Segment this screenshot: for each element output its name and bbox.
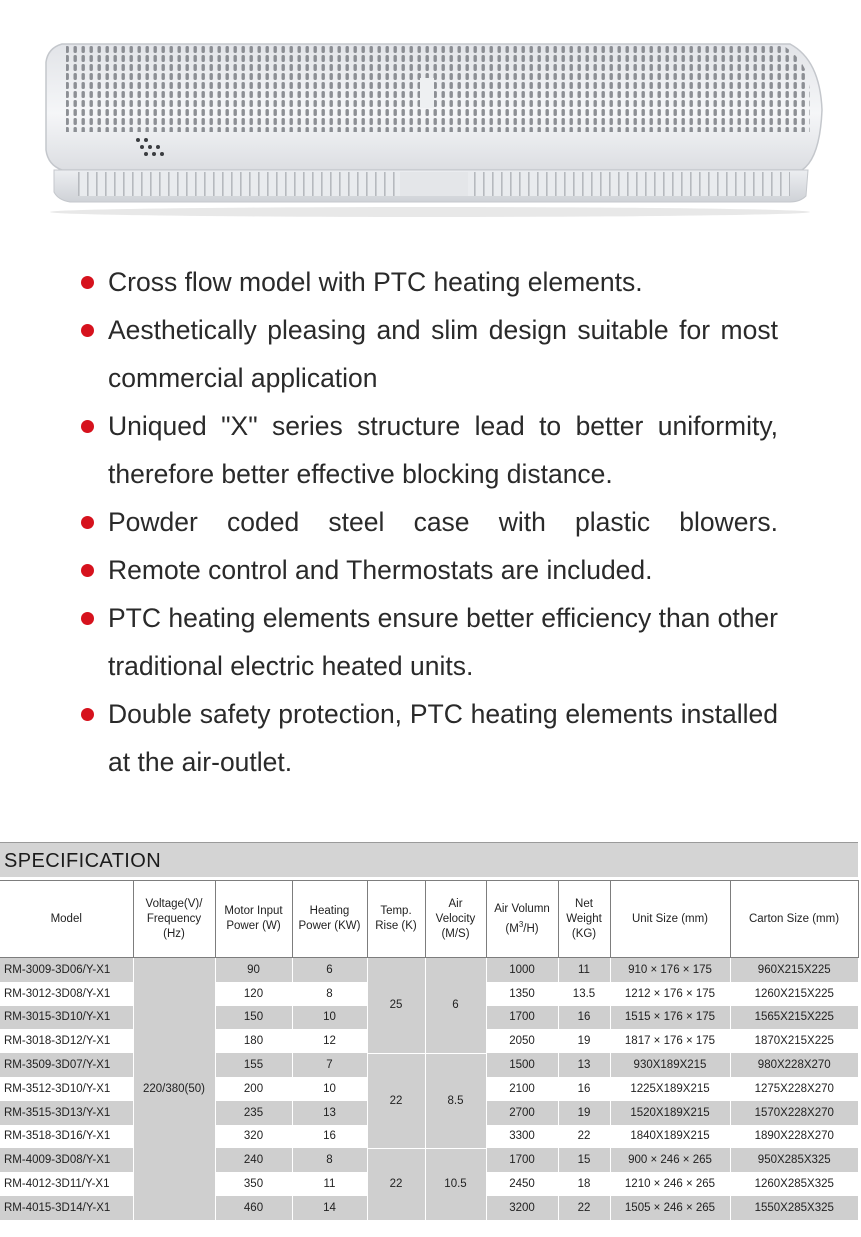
feature-text: Cross flow model with PTC heating elements.	[108, 267, 643, 297]
motor-power-cell: 320	[215, 1125, 292, 1149]
air-volume-cell: 1500	[486, 1053, 558, 1077]
header-carton-size: Carton Size (mm)	[730, 881, 858, 958]
feature-text: PTC heating elements ensure better efficiency than other traditional electric heated units.	[108, 603, 778, 681]
air-volume-cell: 3200	[486, 1196, 558, 1220]
feature-item	[78, 690, 778, 786]
feature-text: Aesthetically pleasing and slim design suitable for most commercial application	[108, 315, 778, 393]
feature-list	[78, 258, 778, 786]
net-weight-cell: 18	[558, 1172, 610, 1196]
unit-size-cell: 1225X189X215	[610, 1077, 730, 1101]
carton-size-cell: 1890X228X270	[730, 1125, 858, 1149]
motor-power-cell: 350	[215, 1172, 292, 1196]
header-air-volume: Air Volumn $(M^3/H)$	[486, 881, 558, 958]
heating-power-cell: 7	[292, 1053, 367, 1077]
net-weight-cell: 22	[558, 1125, 610, 1149]
feature-text: Uniqued "X" series structure lead to better uniformity, therefore better effective blocking distance.	[108, 411, 778, 489]
feature-text: Double safety protection, PTC heating elements installed at the air-outlet.	[108, 699, 778, 777]
unit-size-cell: 1505 × 246 × 265	[610, 1196, 730, 1220]
model-cell: RM-3009-3D06/Y-X1	[0, 958, 133, 982]
net-weight-cell: 16	[558, 1077, 610, 1101]
air-volume-cell: 2100	[486, 1077, 558, 1101]
model-cell: RM-3518-3D16/Y-X1	[0, 1125, 133, 1149]
bullet-icon	[81, 420, 94, 433]
net-weight-cell: 22	[558, 1196, 610, 1220]
model-cell: RM-3515-3D13/Y-X1	[0, 1101, 133, 1125]
heating-power-cell: 8	[292, 982, 367, 1006]
carton-size-cell: 1570X228X270	[730, 1101, 858, 1125]
model-cell: RM-3012-3D08/Y-X1	[0, 982, 133, 1006]
bullet-icon	[81, 612, 94, 625]
feature-item	[78, 546, 778, 594]
motor-power-cell: 235	[215, 1101, 292, 1125]
net-weight-cell: 15	[558, 1148, 610, 1172]
model-cell: RM-4012-3D11/Y-X1	[0, 1172, 133, 1196]
unit-size-cell: 1212 × 176 × 175	[610, 982, 730, 1006]
model-cell: RM-4015-3D14/Y-X1	[0, 1196, 133, 1220]
model-cell: RM-4009-3D08/Y-X1	[0, 1148, 133, 1172]
unit-size-cell: 1515 × 176 × 175	[610, 1006, 730, 1030]
air-volume-cell: 3300	[486, 1125, 558, 1149]
header-voltage: Voltage(V)/ Frequency (Hz)	[133, 881, 215, 958]
motor-power-cell: 150	[215, 1006, 292, 1030]
unit-size-cell: 1817 × 176 × 175	[610, 1029, 730, 1053]
carton-size-cell: 1565X215X225	[730, 1006, 858, 1030]
table-row	[0, 1148, 858, 1172]
bullet-icon	[81, 516, 94, 529]
header-model: Model	[0, 881, 133, 958]
air-volume-cell: 2700	[486, 1101, 558, 1125]
header-heating-power: Heating Power (KW)	[292, 881, 367, 958]
heating-power-cell: 8	[292, 1148, 367, 1172]
temp-rise-cell: 25	[367, 958, 425, 1054]
net-weight-cell: 13	[558, 1053, 610, 1077]
unit-size-cell: 910 × 176 × 175	[610, 958, 730, 982]
product-image	[0, 0, 861, 240]
model-cell: RM-3509-3D07/Y-X1	[0, 1053, 133, 1077]
air-volume-cell: 2450	[486, 1172, 558, 1196]
heating-power-cell: 13	[292, 1101, 367, 1125]
feature-item	[78, 258, 778, 306]
carton-size-cell: 950X285X325	[730, 1148, 858, 1172]
heating-power-cell: 16	[292, 1125, 367, 1149]
motor-power-cell: 240	[215, 1148, 292, 1172]
bullet-icon	[81, 708, 94, 721]
feature-item	[78, 594, 778, 690]
heating-power-cell: 6	[292, 958, 367, 982]
bullet-icon	[81, 276, 94, 289]
feature-text: Powder coded steel case with plastic blowers.	[108, 507, 778, 537]
model-cell: RM-3015-3D10/Y-X1	[0, 1006, 133, 1030]
net-weight-cell: 19	[558, 1101, 610, 1125]
air-volume-cell: 2050	[486, 1029, 558, 1053]
air-velocity-cell: 6	[425, 958, 486, 1054]
unit-size-cell: 1840X189X215	[610, 1125, 730, 1149]
carton-size-cell: 1260X215X225	[730, 982, 858, 1006]
model-cell: RM-3512-3D10/Y-X1	[0, 1077, 133, 1101]
table-row	[0, 1053, 858, 1077]
unit-size-cell: 1520X189X215	[610, 1101, 730, 1125]
net-weight-cell: 11	[558, 958, 610, 982]
carton-size-cell: 1550X285X325	[730, 1196, 858, 1220]
net-weight-cell: 19	[558, 1029, 610, 1053]
header-net-weight: Net Weight (KG)	[558, 881, 610, 958]
heating-power-cell: 11	[292, 1172, 367, 1196]
temp-rise-cell: 22	[367, 1148, 425, 1219]
header-air-velocity: Air Velocity (M/S)	[425, 881, 486, 958]
carton-size-cell: 980X228X270	[730, 1053, 858, 1077]
feature-text: Remote control and Thermostats are included.	[108, 555, 653, 585]
specification-table	[0, 880, 859, 1220]
header-temp-rise: Temp. Rise (K)	[367, 881, 425, 958]
bullet-icon	[81, 564, 94, 577]
carton-size-cell: 1275X228X270	[730, 1077, 858, 1101]
heating-power-cell: 12	[292, 1029, 367, 1053]
heating-power-cell: 14	[292, 1196, 367, 1220]
temp-rise-cell: 22	[367, 1053, 425, 1148]
air-volume-cell: 1000	[486, 958, 558, 982]
table-header-row	[0, 881, 858, 958]
carton-size-cell: 1870X215X225	[730, 1029, 858, 1053]
carton-size-cell: 1260X285X325	[730, 1172, 858, 1196]
header-motor-power: Motor Input Power (W)	[215, 881, 292, 958]
air-velocity-cell: 8.5	[425, 1053, 486, 1148]
feature-item	[78, 498, 778, 546]
heating-power-cell: 10	[292, 1077, 367, 1101]
motor-power-cell: 90	[215, 958, 292, 982]
model-cell: RM-3018-3D12/Y-X1	[0, 1029, 133, 1053]
motor-power-cell: 460	[215, 1196, 292, 1220]
carton-size-cell: 960X215X225	[730, 958, 858, 982]
feature-item	[78, 402, 778, 498]
motor-power-cell: 180	[215, 1029, 292, 1053]
net-weight-cell: 13.5	[558, 982, 610, 1006]
feature-item	[78, 306, 778, 402]
air-volume-cell: 1350	[486, 982, 558, 1006]
voltage-cell: 220/380(50)	[133, 958, 215, 1220]
air-volume-cell: 1700	[486, 1006, 558, 1030]
net-weight-cell: 16	[558, 1006, 610, 1030]
table-row	[0, 958, 858, 982]
unit-size-cell: 1210 × 246 × 265	[610, 1172, 730, 1196]
motor-power-cell: 155	[215, 1053, 292, 1077]
air-velocity-cell: 10.5	[425, 1148, 486, 1219]
motor-power-cell: 120	[215, 982, 292, 1006]
heating-power-cell: 10	[292, 1006, 367, 1030]
unit-size-cell: 900 × 246 × 265	[610, 1148, 730, 1172]
header-unit-size: Unit Size (mm)	[610, 881, 730, 958]
specification-bar	[0, 842, 858, 877]
motor-power-cell: 200	[215, 1077, 292, 1101]
bullet-icon	[81, 324, 94, 337]
table-body	[0, 958, 858, 1220]
unit-size-cell: 930X189X215	[610, 1053, 730, 1077]
specification-title: SPECIFICATION	[4, 850, 162, 872]
air-volume-cell: 1700	[486, 1148, 558, 1172]
